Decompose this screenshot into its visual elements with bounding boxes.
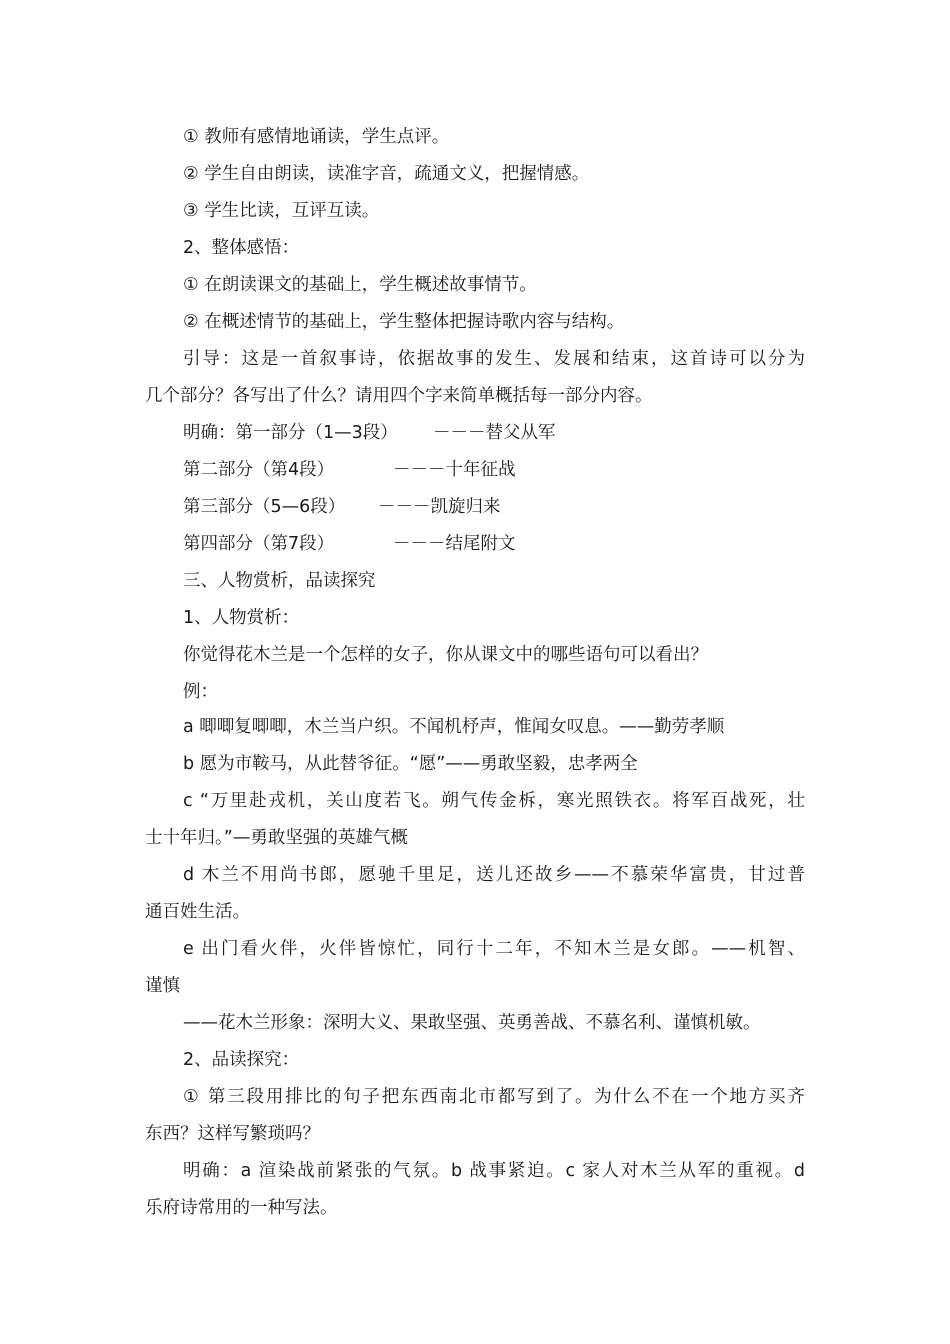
text-line: 谨慎 [145,976,180,996]
text-line: b 愿为市鞍马，从此替爷征。“愿”——勇敢坚毅，忠孝两全 [183,754,638,774]
part-summary: －－－十年征战 [393,460,516,480]
text-line: ——花木兰形象：深明大义、果敢坚强、英勇善战、不慕名利、谨慎机敏。 [183,1013,761,1033]
part-label: 第四部分（第7段） [183,534,335,554]
text-line: ① 在朗读课文的基础上，学生概述故事情节。 [183,275,537,295]
text-line: ① 教师有感情地诵读，学生点评。 [183,127,450,147]
text-line: a 唧唧复唧唧，木兰当户织。不闻机杼声，惟闻女叹息。——勤劳孝顺 [183,717,725,737]
text-line: ② 学生自由朗读，读准字音，疏通文义，把握情感。 [183,164,590,184]
text-line: 明确：a 渲染战前紧张的气氛。b 战事紧迫。c 家人对木兰从军的重视。d [183,1161,805,1181]
text-line: 通百姓生活。 [145,902,250,922]
part-label: 第三部分（5—6段） [183,497,346,517]
text-line: 乐府诗常用的一种写法。 [145,1198,338,1218]
text-line: c “万里赴戎机，关山度若飞。朔气传金柝，寒光照铁衣。将军百战死，壮 [183,791,805,811]
section-heading: 2、品读探究： [183,1050,300,1070]
part-summary: －－－替父从军 [433,423,556,443]
text-line: ② 在概述情节的基础上，学生整体把握诗歌内容与结构。 [183,312,625,332]
part-summary: －－－凯旋归来 [378,497,501,517]
part-label: 明确：第一部分（1—3段） [183,423,398,443]
text-line: 东西？这样写繁琐吗？ [145,1124,320,1144]
section-heading: 1、人物赏析： [183,608,300,628]
text-line: ③ 学生比读，互评互读。 [183,201,380,221]
section-heading: 2、整体感悟： [183,238,300,258]
part-summary: －－－结尾附文 [393,534,516,554]
section-heading: 三、人物赏析，品读探究 [183,571,376,591]
text-line: 士十年归。”—勇敢坚强的英雄气概 [145,828,408,848]
text-line: ① 第三段用排比的句子把东西南北市都写到了。为什么不在一个地方买齐 [183,1087,805,1107]
text-line: 你觉得花木兰是一个怎样的女子，你从课文中的哪些语句可以看出？ [183,645,708,665]
text-line: 几个部分？各写出了什么？请用四个字来简单概括每一部分内容。 [145,386,653,406]
text-line: 引导：这是一首叙事诗，依据故事的发生、发展和结束，这首诗可以分为 [183,349,805,369]
part-label: 第二部分（第4段） [183,460,335,480]
text-line: 例： [183,682,218,702]
text-line: e 出门看火伴，火伴皆惊忙，同行十二年，不知木兰是女郎。——机智、 [183,939,805,959]
text-line: d 木兰不用尚书郎，愿驰千里足，送儿还故乡——不慕荣华富贵，甘过普 [183,865,805,885]
